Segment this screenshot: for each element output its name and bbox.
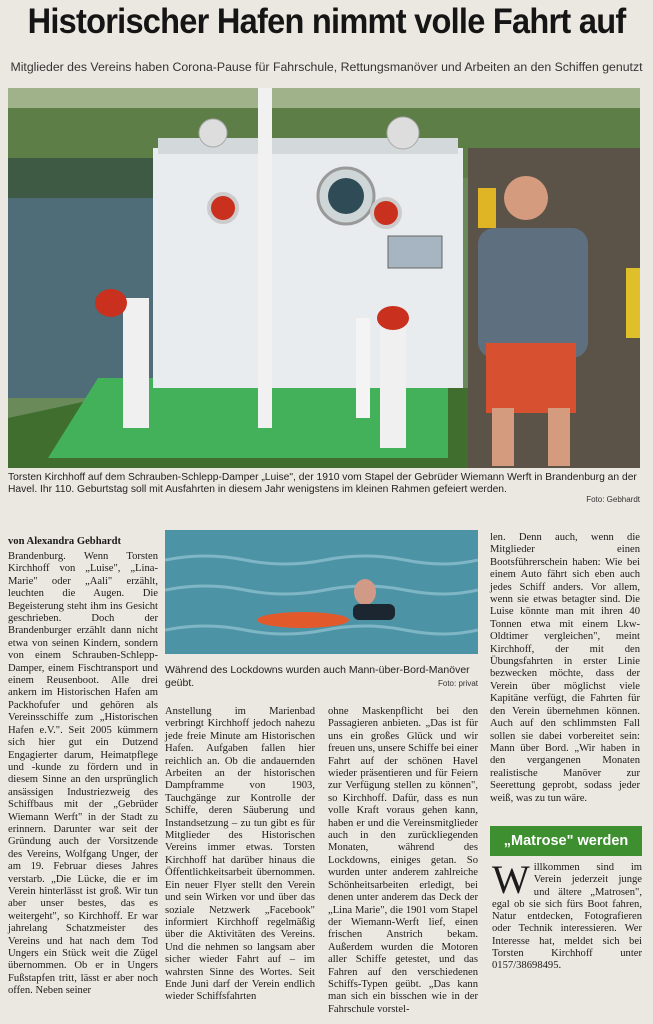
article-column-1 bbox=[8, 538, 158, 998]
swimmer-illustration bbox=[165, 530, 478, 654]
boat-illustration bbox=[8, 88, 640, 468]
main-photo-credit: Foto: Gebhardt bbox=[586, 495, 640, 505]
article-column-2 bbox=[165, 706, 315, 1004]
swim-photo-caption bbox=[165, 664, 478, 691]
column-4-text: len. Denn auch, wenn die Mitglieder einen Bootsführerschein haben: Wie bei einem Auto fährt sich eben auch jedes Schiff anders. Vor allem, wenn sie etwas betagter sind. Die Luise könnte man mit ihren 40 Tonnen etwa mit einem Lkw-Oldtimer vergleichen", meint Kirchhoff, der mit den Übungsfahrten in erster Linie bezwecken möchte, dass der Verein über möglichst viele Kapitäne verfügt, die Fahrten für den Verein übernehmen können. Auch auf den schlimmsten Fall sollen sie dabei vorbereitet sein: Mann über Bord. „Wir haben in den vergangenen Monaten realistische Manöver zur Seerettung geprobt, sodass jeder weiß, was zu tun wäre. bbox=[490, 532, 640, 804]
column-2-text: Anstellung im Marienbad verbringt Kirchhoff jedoch nahezu jede freie Minute am Historischen Hafen. Aufgaben fallen hier reichlich an. Ob die andauernden Arbeiten an der historischen Dampframme von 1903, Tauchgänge zur Kontrolle der Schiffe, deren Säuberung und Instandsetzung – zu tun gibt es für Mitglieder des Historischen Vereins immer etwas. Torsten Kirchhoff hat darüber hinaus die Öffentlichkeitsarbeit übernommen. Ein neuer Flyer stellt den Verein und sein Wirken vor und über das soziale Netzwerk „Facebook" informiert Kirchhoff regelmäßig über die Aktivitäten des Vereins. Und die nehmen so langsam aber sicher wieder Fahrt auf – im wahrsten Sinne des Wortes. Seit Ende Juni darf der Verein endlich wieder Schiffsfahrten bbox=[165, 706, 315, 1003]
info-box-text: illkommen sind im Verein jederzeit junge und ältere „Matrosen", egal ob sie sich fürs Boot fahren, Natur entdecken, Fotografieren oder Technik interessieren. Wer Interesse hat, meldet sich bei Torsten Kirchhoff unter 0157/38698495. bbox=[492, 862, 642, 972]
column-3-text: ohne Maskenpflicht bei den Passagieren anbieten. „Das ist für uns ein großes Glück und wir freuen uns, unsere Schiffe bei einer Fahrt auf der schönen Havel wieder präsentieren und für Feiern zur Verfügung stellen zu können", so Kirchhoff. Dafür, dass es nun volle Kraft voraus gehen kann, haben er und die Vereinsmitglieder auch in den zurückliegenden Monaten, während des Lockdowns, einiges getan. So wurden unter anderem zahlreiche Schönheitsarbeiten erledigt, bei denen unter anderem das Deck der „Lina Marie", die 1901 vom Stapel der Wiemann-Werft lief, einen frischen Anstrich bekam. Außerdem wurden die Motoren aller Schiffe getestet, und das Fahren auf den verschiedenen Schiffs-Typen geübt. „Das kann man sich ein bisschen wie in der Fahrschule vorstel- bbox=[328, 706, 478, 1015]
swim-photo bbox=[165, 530, 478, 654]
info-box-title: „Matrose" werden bbox=[490, 826, 642, 856]
swim-photo-credit: Foto: privat bbox=[437, 679, 478, 688]
author-byline: von Alexandra Gebhardt bbox=[8, 536, 122, 547]
subheadline: Mitglieder des Vereins haben Corona-Pause für Fahrschule, Rettungsmanöver und Arbeiten an den Schiffen genutzt bbox=[10, 60, 643, 74]
info-box-dropcap: W bbox=[492, 857, 530, 902]
main-photo bbox=[8, 88, 640, 468]
column-1-text: Brandenburg. Wenn Torsten Kirchhoff von „Luise", „Lina-Marie" oder „Aali" erzählt, leuchten die Augen. Die Begeisterung steht ihm ins Gesicht geschrieben. Doch der Brandenburger erzählt dann nicht etwa von seinen Kindern, sondern von einem Schrauben-Schlepp-Damper, einem Fischtransport und einem Reusenboot. Alle drei ankern im Historischen Hafen am Packhofufer und gehören als Vereinsschiffe zum „Historischen Hafen e.V.". Seit 2005 kümmern sich hier gut ein Dutzend Engagierter darum, Heimatpflege und -kunde zu fördern und in diesem Sinne an den ursprünglich ansässigen Industriezweig des Schiffbaus mit der „Gebrüder Wiemann Werft" in der Stadt zu erinnern. Darunter war seit der Gründung auch der Vorsitzende des Vereins, Wolfgang Unger, der am 19. Februar dieses Jahres verstarb. „Die Lücke, die er im Verein hinterlässt ist groß. Wir tun aber unser bestes, das es weitergeht", so Kirchhoff. Er war jahrelang Schatzmeister des Vereins und hat nach dem Tod Ungers ein Stück weit die Zügel übernommen. Ob er in Ungers Fußstapfen tritt, lässt er aber noch offen. Neben seiner bbox=[8, 551, 158, 997]
swim-caption-text: Während des Lockdowns wurden auch Mann-über-Bord-Manöver geübt. bbox=[165, 664, 470, 689]
info-box bbox=[492, 857, 642, 973]
article-column-4 bbox=[490, 532, 640, 805]
headline: Historischer Hafen nimmt volle Fahrt auf bbox=[27, 2, 626, 41]
main-photo-caption bbox=[8, 472, 640, 507]
article-column-3 bbox=[328, 706, 478, 1016]
main-caption-text: Torsten Kirchhoff auf dem Schrauben-Schlepp-Damper „Luise", der 1910 vom Stapel der Gebrüder Wiemann Werft in Brandenburg an der Havel. Ihr 110. Geburtstag soll mit Ausfahrten in diesem Jahr wenigstens im kleinen Rahmen gefeiert werden. bbox=[8, 472, 637, 496]
